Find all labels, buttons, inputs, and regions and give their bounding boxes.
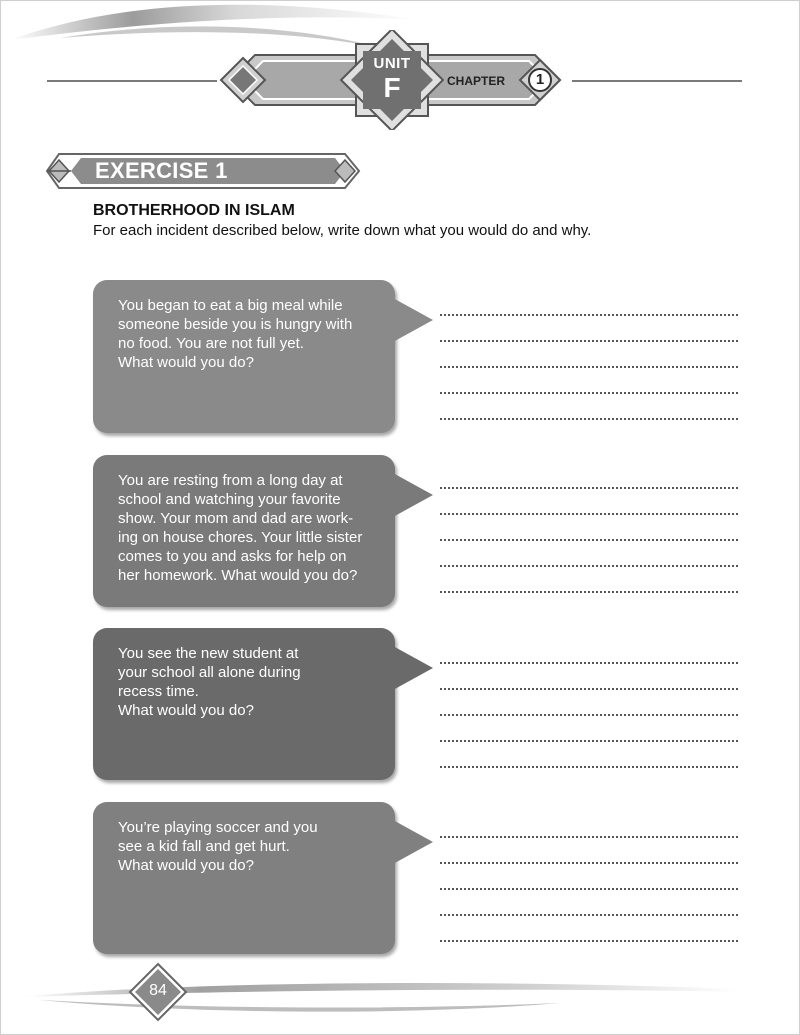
incident-3-line: recess time. xyxy=(118,683,199,700)
answer-area-3[interactable] xyxy=(440,638,738,768)
incident-bubble-2 xyxy=(93,455,395,607)
answer-line[interactable] xyxy=(440,290,738,316)
answer-line[interactable] xyxy=(440,368,738,394)
incident-1-line: You began to eat a big meal while xyxy=(118,297,343,314)
answer-area-1[interactable] xyxy=(440,290,738,420)
incident-3-line: What would you do? xyxy=(118,702,254,719)
incident-text-4 xyxy=(118,818,383,875)
section-title: BROTHERHOOD IN ISLAM xyxy=(93,202,295,219)
answer-line[interactable] xyxy=(440,664,738,690)
incident-text-1 xyxy=(118,296,383,372)
answer-line[interactable] xyxy=(440,515,738,541)
header-rule-right xyxy=(572,80,742,82)
incident-2-line: You are resting from a long day at xyxy=(118,472,343,489)
incident-text-3 xyxy=(118,644,383,720)
incident-2-line: show. Your mom and dad are work- xyxy=(118,510,354,527)
incident-3-line: your school all alone during xyxy=(118,664,301,681)
answer-line[interactable] xyxy=(440,864,738,890)
unit-letter: F xyxy=(383,72,401,103)
incident-4-line: You’re playing soccer and you xyxy=(118,819,318,836)
incident-1-line: someone beside you is hungry with xyxy=(118,316,353,333)
incident-4-line: What would you do? xyxy=(118,857,254,874)
chapter-number: 1 xyxy=(535,71,545,88)
answer-line[interactable] xyxy=(440,316,738,342)
answer-line[interactable] xyxy=(440,890,738,916)
page-number: 84 xyxy=(149,982,167,999)
header-rule-left xyxy=(47,80,217,82)
answer-line[interactable] xyxy=(440,394,738,420)
incident-bubble-4 xyxy=(93,802,395,954)
answer-line[interactable] xyxy=(440,812,738,838)
answer-line[interactable] xyxy=(440,638,738,664)
answer-line[interactable] xyxy=(440,838,738,864)
answer-line[interactable] xyxy=(440,567,738,593)
answer-line[interactable] xyxy=(440,342,738,368)
incident-2-line: school and watching your favorite xyxy=(118,491,341,508)
unit-label: UNIT xyxy=(373,55,411,72)
incident-2-line: ing on house chores. Your little sister xyxy=(118,529,363,546)
incident-4-line: see a kid fall and get hurt. xyxy=(118,838,290,855)
chapter-label: CHAPTER xyxy=(447,74,506,88)
answer-line[interactable] xyxy=(440,742,738,768)
incident-bubble-3 xyxy=(93,628,395,780)
answer-line[interactable] xyxy=(440,541,738,567)
answer-area-4[interactable] xyxy=(440,812,738,942)
answer-line[interactable] xyxy=(440,463,738,489)
instructions: For each incident described below, write down what you would do and why. xyxy=(93,222,592,239)
answer-area-2[interactable] xyxy=(440,463,738,593)
incident-2-line: her homework. What would you do? xyxy=(118,567,358,584)
answer-line[interactable] xyxy=(440,489,738,515)
answer-line[interactable] xyxy=(440,716,738,742)
answer-line[interactable] xyxy=(440,690,738,716)
incident-2-line: comes to you and asks for help on xyxy=(118,548,347,565)
exercise-title: EXERCISE 1 xyxy=(95,158,228,183)
incident-text-2 xyxy=(118,471,383,585)
incident-bubble-1 xyxy=(93,280,395,433)
answer-line[interactable] xyxy=(440,916,738,942)
bottom-swoosh-decoration xyxy=(0,975,800,1020)
incident-1-line: What would you do? xyxy=(118,354,254,371)
incident-1-line: no food. You are not full yet. xyxy=(118,335,304,352)
incident-3-line: You see the new student at xyxy=(118,645,299,662)
